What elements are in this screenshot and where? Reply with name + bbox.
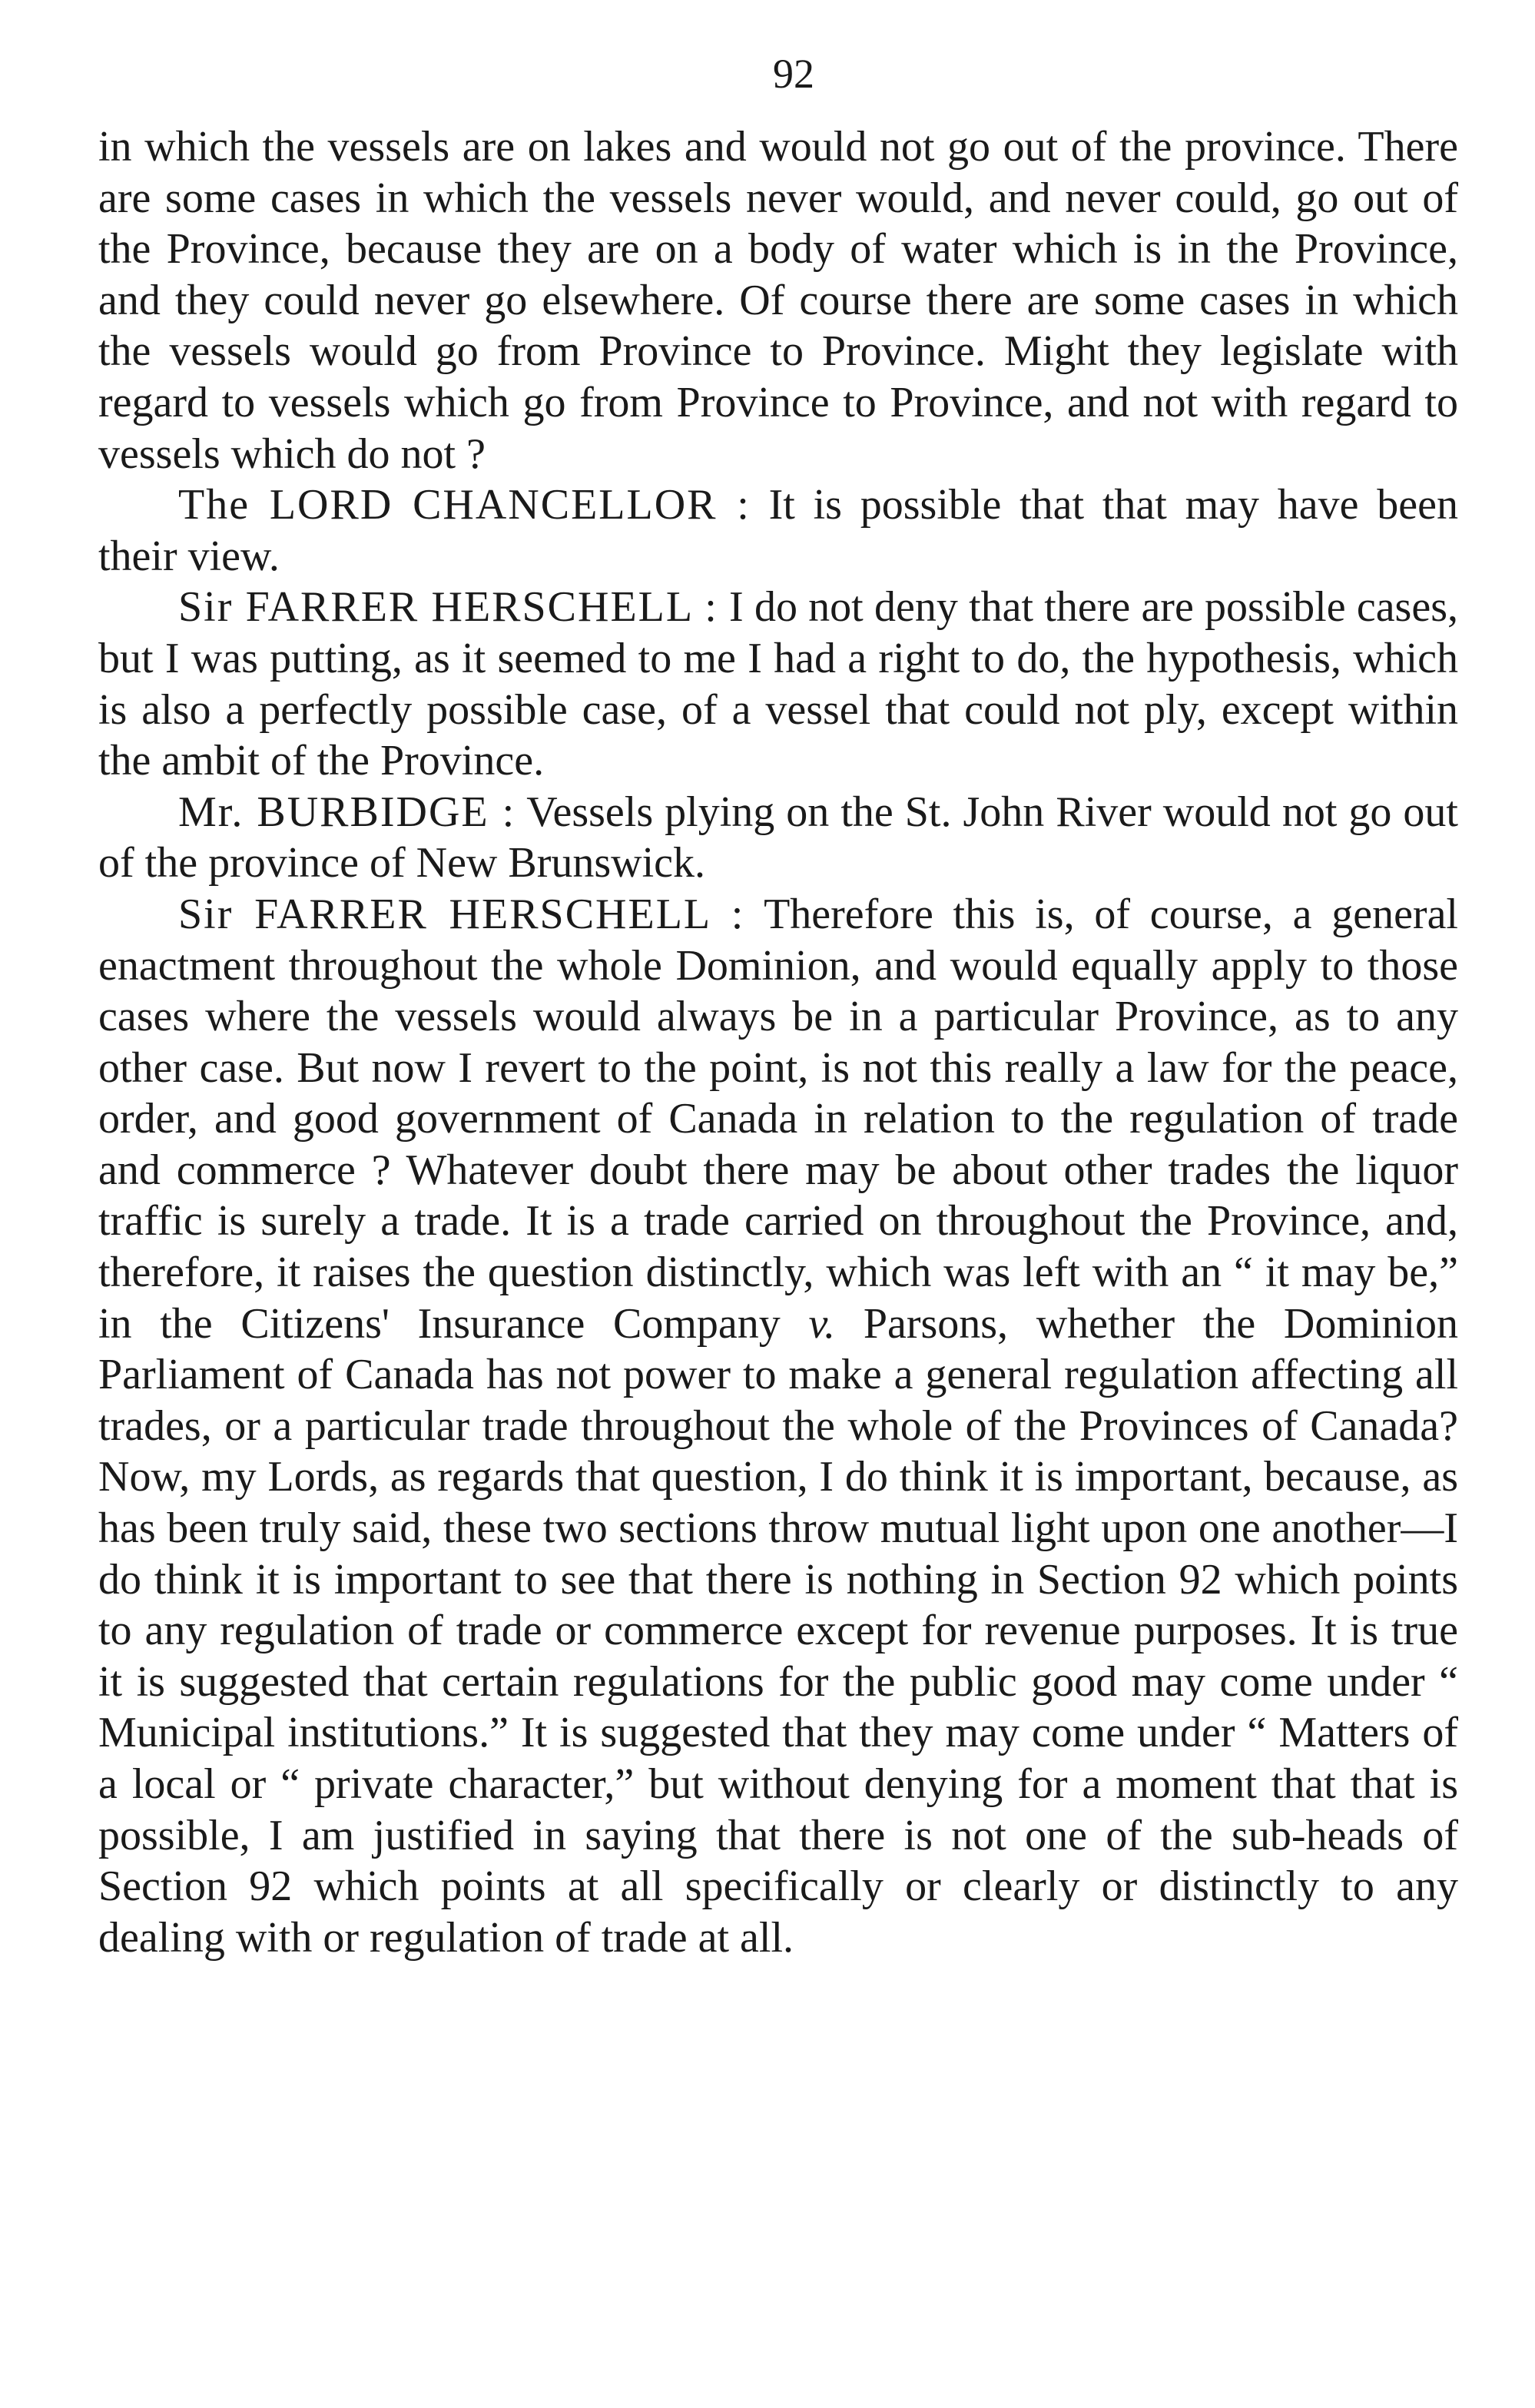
paragraph-text: Vessels plying on the St. John River would not go out of the province of New Brunswick.: [98, 788, 1458, 887]
speaker-name: Sir FARRER HERSCHELL :: [178, 583, 718, 632]
paragraph-text: Therefore this is, of course, a general enactment throughout the whole Dominion, and would equally apply to those cases where the vessels would always be in a particular Province, as to any other case. But now I revert to the point, is not this really a law for the peace, order, and good government of Canada in relation to the regulation of trade and commerce ? Whatever doubt there may be about other trades the liquor traffic is surely a trade. It is a trade carried on throughout the Province, and, therefore, it raises the question distinctly, which was left with an “ it may be,” in the Citizens' Insurance Company: [98, 890, 1458, 1348]
paragraph-continuation: [98, 121, 1458, 479]
case-versus: v.: [808, 1299, 836, 1348]
page-number: 92: [773, 51, 814, 97]
speaker-name: The LORD CHANCELLOR :: [178, 481, 751, 529]
paragraph-text: I do not deny that there are possible cases, but I was putting, as it seemed to me I had a right to do, the hypothesis, which is also a perfectly possible case, of a vessel that could not ply, except within the ambit of the Province.: [98, 583, 1458, 785]
speaker-name: Mr. BURBIDGE :: [178, 788, 516, 836]
speaker-name: Sir FARRER HERSCHELL :: [178, 890, 745, 938]
document-page: [98, 43, 1458, 1963]
paragraph-herschell-1: [98, 582, 1458, 786]
paragraph-lord-chancellor: [98, 479, 1458, 582]
paragraph-text: in which the vessels are on lakes and would not go out of the province. There are some cases in which the vessels never would, and never could, go out of the Province, because they are on a body of water which is in the Province, and they could never go elsewhere. Of course there are some cases in which the vessels would go from Province to Province. Might they legislate with regard to vessels which go from Province to Province, and not with regard to vessels which do not ?: [98, 123, 1458, 478]
paragraph-burbidge: [98, 787, 1458, 889]
paragraph-text: Parsons, whether the Dominion Parliament of Canada has not power to make a general regulation affecting all trades, or a particular trade throughout the whole of the Provinces of Canada? Now, my Lords, as regards that question, I do think it is important, because, as has been truly said, these two sections throw mutual light upon one another—I do think it is important to see that there is nothing in Section 92 which points to any regulation of trade or commerce except for revenue purposes. It is true it is suggested that certain regulations for the public good may come under “ Municipal institutions.” It is suggested that they may come under “ Matters of a local or “ private character,” but without denying for a moment that that is possible, I am justified in saying that there is not one of the sub-heads of Section 92 which points at all specifically or clearly or distinctly to any dealing with or regulation of trade at all.: [98, 1299, 1459, 1962]
paragraph-herschell-2: [98, 889, 1458, 1963]
paragraph-text: It is possible that that may have been their view.: [98, 481, 1458, 580]
body-text: [98, 121, 1458, 1963]
